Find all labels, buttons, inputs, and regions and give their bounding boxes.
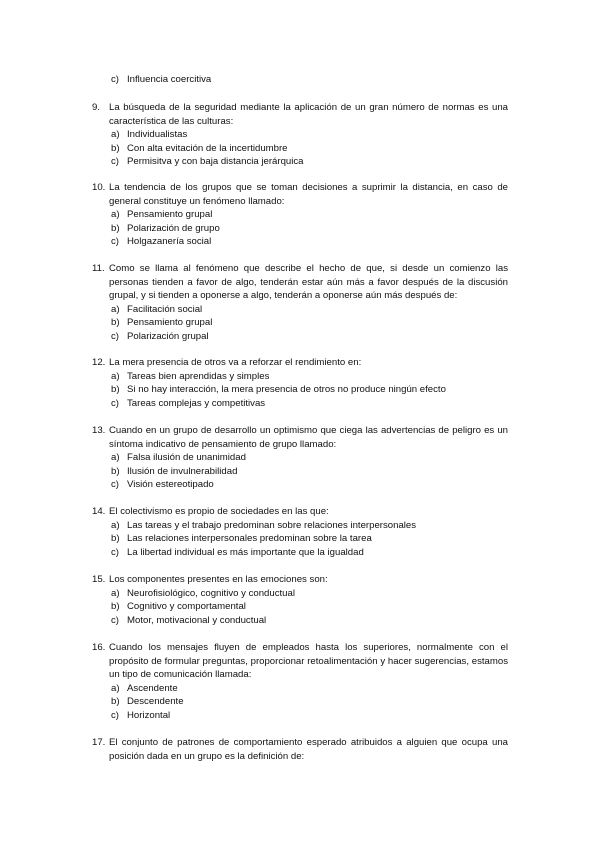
question-15 <box>92 573 508 627</box>
question-11 <box>92 262 508 343</box>
question-17 <box>92 736 508 763</box>
option-16a <box>92 682 508 696</box>
option-letter: c) <box>111 397 119 409</box>
option-letter: c) <box>111 330 119 342</box>
option-letter: a) <box>111 303 120 315</box>
option-10c <box>92 235 508 249</box>
question-stem <box>92 262 508 303</box>
option-text: Si no hay interacción, la mera presencia de otros no produce ningún efecto <box>127 384 446 395</box>
option-text: Horizontal <box>127 709 171 721</box>
option-text: Polarización grupal <box>127 330 209 342</box>
option-13b <box>92 465 508 479</box>
question-stem <box>92 356 508 370</box>
option-letter: a) <box>111 209 120 220</box>
option-11c <box>92 330 508 344</box>
option-text: Falsa ilusión de unanimidad <box>127 452 246 463</box>
option-15a <box>92 587 508 601</box>
option-14b <box>92 532 508 546</box>
option-text: Tareas complejas y competitivas <box>127 397 266 409</box>
question-number: 10. <box>92 182 106 193</box>
option-letter: c) <box>111 479 119 490</box>
question-stem <box>92 641 508 682</box>
option-text: Visión estereotipado <box>127 479 214 490</box>
option-text: Polarización de grupo <box>127 222 220 234</box>
option-13c <box>92 478 508 492</box>
option-text: Descendente <box>127 696 184 707</box>
option-letter: b) <box>111 142 120 154</box>
question-number: 14. <box>92 506 106 517</box>
option-text: Ilusión de invulnerabilidad <box>127 465 238 477</box>
question-text: La búsqueda de la seguridad mediante la aplicación de un gran número de normas es una característica de las culturas: <box>109 102 508 127</box>
option-text: Cognitivo y comportamental <box>127 601 246 612</box>
option-text: Pensamiento grupal <box>127 209 213 220</box>
option-text: Tareas bien aprendidas y simples <box>127 370 270 382</box>
question-12 <box>92 356 508 410</box>
option-letter: b) <box>111 222 120 234</box>
option-text: Holgazanería social <box>127 236 212 247</box>
question-text: Los componentes presentes en las emociones son: <box>109 574 328 585</box>
option-letter: c) <box>111 74 119 85</box>
option-letter: b) <box>111 601 120 612</box>
option-9b <box>92 142 508 156</box>
question-text: El conjunto de patrones de comportamiento esperado atribuidos a alguien que ocupa una posición dada en un grupo es la definición de: <box>109 737 508 762</box>
option-text: Las relaciones interpersonales predominan sobre la tarea <box>127 533 372 544</box>
option-letter: b) <box>111 465 120 477</box>
question-number: 9. <box>92 102 101 113</box>
question-text: La mera presencia de otros va a reforzar el rendimiento en: <box>109 357 362 368</box>
option-12b <box>92 383 508 397</box>
question-number: 12. <box>92 357 106 368</box>
option-12a <box>92 370 508 384</box>
option-letter: c) <box>111 614 119 626</box>
option-letter: a) <box>111 519 120 531</box>
question-16 <box>92 641 508 722</box>
question-number: 15. <box>92 574 106 585</box>
question-10 <box>92 181 508 249</box>
option-10a <box>92 208 508 222</box>
option-16b <box>92 695 508 709</box>
option-letter: a) <box>111 587 120 599</box>
question-14 <box>92 505 508 559</box>
option-text: Las tareas y el trabajo predominan sobre relaciones interpersonales <box>127 519 417 531</box>
option-letter: c) <box>111 546 119 558</box>
option-letter: c) <box>111 156 119 167</box>
question-text: La tendencia de los grupos que se toman decisiones a suprimir la distancia, en caso de general constituye un fenómeno llamado: <box>109 182 508 207</box>
option-text: Ascendente <box>127 682 178 694</box>
option-text: Motor, motivacional y conductual <box>127 614 267 626</box>
question-stem <box>92 424 508 451</box>
question-number: 16. <box>92 642 106 653</box>
option-text: Pensamiento grupal <box>127 317 213 328</box>
question-8-continuation <box>92 73 508 87</box>
question-text: Como se llama al fenómeno que describe el hecho de que, si desde un comienzo las personas tienden a favor de algo, tenderán estar aún más a favor después de la discusión grupal, y si tienden a oponerse a algo, tenderán a oponerse aún más después de: <box>109 263 508 301</box>
option-text: Influencia coercitiva <box>127 74 212 85</box>
option-11a <box>92 303 508 317</box>
question-text: Cuando los mensajes fluyen de empleados hasta los superiores, normalmente con el propósito de formular preguntas, proporcionar retoalimentación y hacer sugerencias, estamos un tipo de comunicación llamada: <box>109 642 508 680</box>
option-9a <box>92 128 508 142</box>
question-13 <box>92 424 508 492</box>
option-letter: b) <box>111 317 120 328</box>
question-number: 17. <box>92 737 106 748</box>
question-stem <box>92 505 508 519</box>
option-letter: a) <box>111 452 120 463</box>
question-stem <box>92 101 508 128</box>
question-9 <box>92 101 508 169</box>
option-letter: b) <box>111 384 120 395</box>
option-letter: c) <box>111 236 119 247</box>
question-text: El colectivismo es propio de sociedades en las que: <box>109 506 329 517</box>
option-15b <box>92 600 508 614</box>
option-8c <box>92 73 508 87</box>
option-letter: c) <box>111 709 119 721</box>
question-number: 11. <box>92 263 105 274</box>
question-stem <box>92 573 508 587</box>
question-text: Cuando en un grupo de desarrollo un optimismo que ciega las advertencias de peligro es un síntoma indicativo de pensamiento de grupo llamado: <box>109 425 508 450</box>
option-15c <box>92 614 508 628</box>
option-letter: a) <box>111 129 120 140</box>
option-letter: b) <box>111 696 120 707</box>
option-letter: a) <box>111 682 120 694</box>
question-number: 13. <box>92 425 106 436</box>
option-9c <box>92 155 508 169</box>
option-text: Con alta evitación de la incertidumbre <box>127 142 288 154</box>
option-text: Permisitva y con baja distancia jerárquica <box>127 156 304 167</box>
option-10b <box>92 222 508 236</box>
option-text: Neurofisiológico, cognitivo y conductual <box>127 587 295 599</box>
question-stem <box>92 736 508 763</box>
option-14c <box>92 546 508 560</box>
option-14a <box>92 519 508 533</box>
option-16c <box>92 709 508 723</box>
option-11b <box>92 316 508 330</box>
option-text: Facilitación social <box>127 303 203 315</box>
option-text: La libertad individual es más importante que la igualdad <box>127 546 364 558</box>
question-stem <box>92 181 508 208</box>
option-12c <box>92 397 508 411</box>
option-text: Individualistas <box>127 129 188 140</box>
option-letter: a) <box>111 370 120 382</box>
option-13a <box>92 451 508 465</box>
option-letter: b) <box>111 533 120 544</box>
